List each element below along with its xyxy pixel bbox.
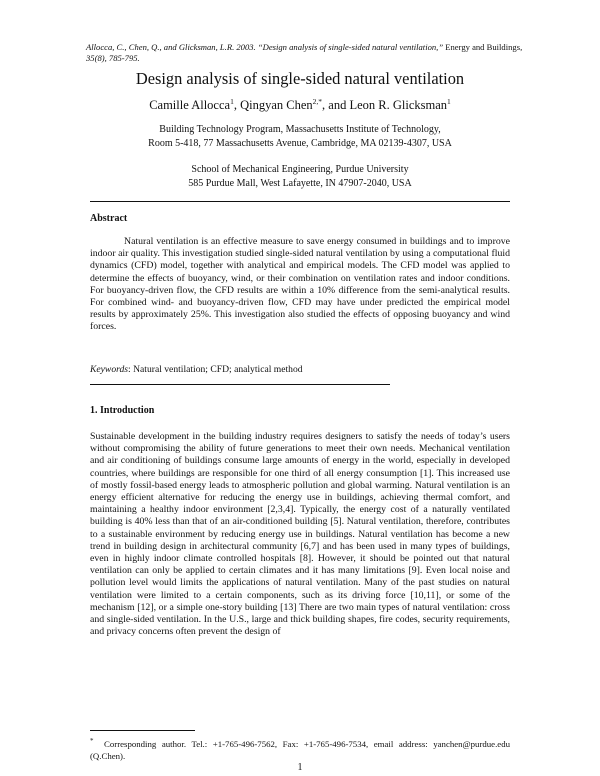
- affiliation-line: School of Mechanical Engineering, Purdue University: [191, 164, 409, 175]
- abstract-text: Natural ventilation is an effective measure to save energy consumed in buildings and to improve indoor air quality. This investigation studied single-sided natural ventilation by using a computational fluid dynamics (CFD) model, together with analytical and empirical models. The CFD model was applied to determine the effects of buoyancy, wind, or their combination on ventilation rates and indoor conditions. For buoyancy-driven flow, the CFD results are within a 10% difference from the semi-analytical results. For combined wind- and buoyancy-driven flow, CFD may have under predicted the empirical model results by approximately 25%. This investigation also studied the effects of opposing buoyancy and wind forces.: [90, 236, 510, 333]
- page-number: 1: [297, 762, 303, 773]
- author-list: [0, 97, 600, 113]
- citation-journal: Energy and Buildings: [443, 42, 521, 52]
- keywords-divider: [90, 384, 390, 385]
- author-affil-mark: 1: [230, 96, 234, 106]
- affiliation-line: 585 Purdue Mall, West Lafayette, IN 47907-2040, USA: [188, 178, 412, 189]
- affiliation-purdue: [0, 163, 600, 191]
- author-affil-mark: 1: [447, 96, 451, 106]
- affiliation-line: Room 5-418, 77 Massachusetts Avenue, Cambridge, MA 02139-4307, USA: [148, 138, 452, 149]
- author-name: Leon R. Glicksman: [349, 98, 448, 112]
- keywords-label: Keywords: [90, 364, 129, 375]
- footnote-mark: *: [90, 737, 94, 745]
- footnote-text: Corresponding author. Tel.: +1-765-496-7562, Fax: +1-765-496-7534, email address: yanchen@purdue.edu (Q.Chen).: [90, 739, 510, 761]
- author-separator: , and: [322, 98, 350, 112]
- introduction-text: Sustainable development in the building industry requires designers to satisfy the needs of today’s users without compromising the ability of future generations to meet their own needs. Mechanical ventilation and air conditioning of buildings consume large amounts of energy in the world, especially in developed countries, where buildings are responsible for one third of all energy consumption [1]. This increased use of mostly fossil-based energy leads to atmospheric pollution and global warming. Natural ventilation is an energy efficient alternative for reducing the energy use in buildings, achieving thermal comfort, and maintaining a healthy indoor environment [2,3,4]. Typically, the energy cost of a naturally ventilated building is 40% less than that of an air-conditioned building [5]. Natural ventilation, therefore, contributes to a sustainable environment by reducing energy use in buildings. Natural ventilation has become a new trend in building design in architectural community [6,7] and has been used in many types of buildings, even in highly indoor climate controlled hospitals [8]. However, it should be pointed out that natural ventilation can only be applied to certain climates and it has many limitations [9]. Even local noise and pollution level would limits the applications of natural ventilation. Many of the past studies on natural ventilation were limited to a certain components, such as its driving force [10,11], or some of the mechanism [12], or a simple one-story building [13] There are two main types of natural ventilation: cross and single-sided ventilation. In the U.S., large and thick building shapes, fire codes, security requirements, and privacy concerns often prevent the design of: [90, 431, 510, 638]
- author-affil-mark: 2,*: [312, 96, 323, 106]
- author-name: Qingyan Chen: [240, 98, 313, 112]
- keywords-text: : Natural ventilation; CFD; analytical method: [128, 364, 303, 375]
- abstract-heading: Abstract: [90, 213, 128, 224]
- paper-title: Design analysis of single-sided natural ventilation: [135, 69, 465, 88]
- introduction-heading: 1. Introduction: [90, 405, 155, 416]
- footnote: [90, 738, 510, 762]
- keywords: [90, 364, 303, 375]
- header-divider: [90, 201, 510, 202]
- citation-authors: Allocca, C., Chen, Q., and Glicksman, L.R. 2003. “Design analysis of single-sided natural ventilation,”: [86, 42, 444, 52]
- affiliation-mit: [0, 123, 600, 151]
- affiliation-line: Building Technology Program, Massachusetts Institute of Technology,: [159, 124, 441, 135]
- author-name: Camille Allocca: [149, 98, 231, 112]
- footnote-divider: [90, 730, 195, 731]
- citation-volume: , 35(8), 785-795.: [86, 42, 523, 63]
- author-separator: ,: [233, 98, 241, 112]
- citation: [86, 42, 526, 64]
